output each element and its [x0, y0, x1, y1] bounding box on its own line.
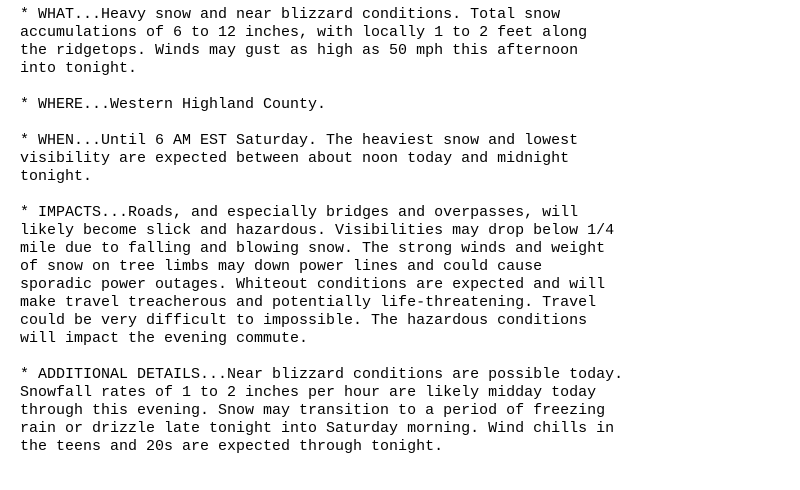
bulletin-line: * WHERE...Western Highland County.	[20, 96, 327, 113]
section-additional-details	[20, 366, 790, 456]
bulletin-line: * WHEN...Until 6 AM EST Saturday. The heaviest snow and lowest	[20, 132, 579, 149]
bulletin-line: visibility are expected between about noon today and midnight	[20, 150, 570, 167]
bulletin-line: rain or drizzle late tonight into Saturday morning. Wind chills in	[20, 420, 615, 437]
bulletin-line: * ADDITIONAL DETAILS...Near blizzard conditions are possible today.	[20, 366, 624, 383]
section-when	[20, 132, 790, 186]
bulletin-line: through this evening. Snow may transition to a period of freezing	[20, 402, 606, 419]
bulletin-line: * IMPACTS...Roads, and especially bridges and overpasses, will	[20, 204, 579, 221]
bulletin-line: the ridgetops. Winds may gust as high as 50 mph this afternoon	[20, 42, 579, 59]
bulletin-line: tonight.	[20, 168, 93, 185]
bulletin-line: the teens and 20s are expected through tonight.	[20, 438, 444, 455]
bulletin-line: Snowfall rates of 1 to 2 inches per hour are likely midday today	[20, 384, 597, 401]
bulletin-line: sporadic power outages. Whiteout conditions are expected and will	[20, 276, 606, 293]
bulletin-line: * WHAT...Heavy snow and near blizzard conditions. Total snow	[20, 6, 561, 23]
section-what	[20, 6, 790, 78]
section-impacts	[20, 204, 790, 348]
section-where	[20, 96, 790, 114]
bulletin-line: accumulations of 6 to 12 inches, with locally 1 to 2 feet along	[20, 24, 588, 41]
bulletin-line: make travel treacherous and potentially life-threatening. Travel	[20, 294, 597, 311]
weather-bulletin	[20, 6, 790, 474]
bulletin-line: of snow on tree limbs may down power lines and could cause	[20, 258, 543, 275]
bulletin-line: will impact the evening commute.	[20, 330, 309, 347]
bulletin-line: could be very difficult to impossible. The hazardous conditions	[20, 312, 588, 329]
bulletin-line: likely become slick and hazardous. Visibilities may drop below 1/4	[20, 222, 615, 239]
bulletin-line: into tonight.	[20, 60, 138, 77]
bulletin-line: mile due to falling and blowing snow. The strong winds and weight	[20, 240, 606, 257]
